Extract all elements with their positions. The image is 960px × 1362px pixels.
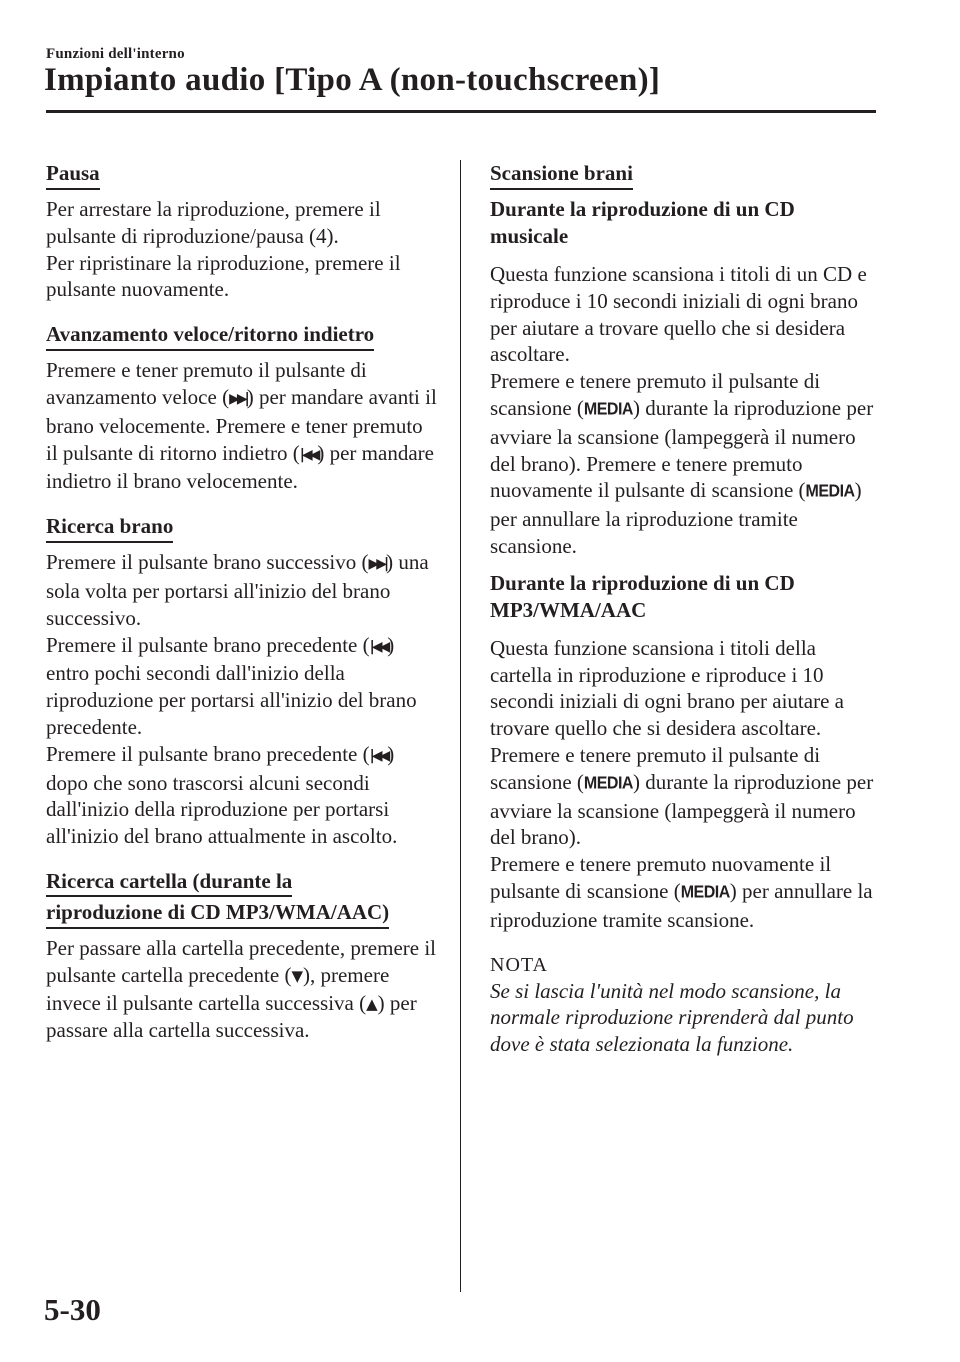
subheading-cd-line-1: Durante la riproduzione di un CD — [490, 197, 795, 221]
section-label: Funzioni dell'interno — [46, 46, 185, 62]
section-nota — [490, 952, 882, 1058]
avanzamento-text-c: ) per mandare indietro il brano velocemente. — [46, 440, 434, 494]
subheading-mp3-line-1: Durante la riproduzione di un CD — [490, 570, 795, 595]
scansione-mp3-paragraph — [490, 635, 882, 934]
left-column — [46, 160, 438, 1044]
ricerca-brano-text-1b: ) una sola volta per portarsi all'inizio del brano successivo. — [46, 550, 429, 630]
title-rule — [46, 110, 876, 113]
page-title: Impianto audio [Tipo A (non-touchscreen)] — [44, 62, 661, 98]
heading-ricerca-cartella-line-1: Ricerca cartella (durante la — [46, 868, 292, 897]
fast-forward-icon: ▶▶| — [229, 390, 247, 407]
subheading-cd-mp3 — [490, 570, 882, 624]
heading-avanzamento: Avanzamento veloce/ritorno indietro — [46, 321, 374, 351]
ricerca-brano-text-2b: ) entro pochi secondi dall'inizio della riproduzione per portarsi all'inizio del brano precedente. — [46, 632, 417, 739]
section-scansione — [490, 160, 882, 934]
heading-pausa: Pausa — [46, 160, 100, 190]
ricerca-brano-paragraph — [46, 549, 438, 850]
ricerca-brano-text-3b: ) dopo che sono trascorsi alcuni secondi dall'inizio della riproduzione per portarsi all'inizio del brano attualmente in ascolto. — [46, 741, 398, 849]
heading-ricerca-cartella-line-2: riproduzione di CD MP3/WMA/AAC) — [46, 899, 390, 924]
note-label: NOTA — [490, 953, 548, 976]
media-icon: MEDIA — [805, 482, 855, 502]
scansione-mp3-text-3a: Premere e tenere premuto nuovamente il pulsante di scansione ( — [490, 852, 832, 903]
next-track-icon: ▶▶| — [368, 556, 387, 573]
scansione-cd-text-2b: ) durante la riproduzione per avviare la scansione (lampeggerà il numero del brano). Premere e tenere premuto nuovamente il pulsante di scansione ( — [490, 395, 874, 503]
folder-up-icon: ▲ — [366, 994, 378, 1013]
folder-down-icon: ▼ — [291, 966, 303, 985]
ricerca-brano-text-3a: Premere il pulsante brano precedente ( — [46, 741, 370, 766]
scansione-cd-text-2c: ) per annullare la riproduzione tramite scansione. — [490, 478, 862, 558]
right-column — [490, 160, 882, 1058]
section-ricerca-brano — [46, 513, 438, 850]
heading-scansione: Scansione brani — [490, 160, 633, 190]
subheading-mp3-line-2: MP3/WMA/AAC — [490, 597, 647, 622]
pausa-text-1: Per arrestare la riproduzione, premere il pulsante di riproduzione/pausa (4). — [46, 197, 381, 248]
media-icon: MEDIA — [583, 773, 633, 793]
section-ricerca-cartella — [46, 868, 438, 1044]
note-text: Se si lascia l'unità nel modo scansione, la normale riproduzione riprenderà dal punto dove è stata selezionata la funzione. — [490, 978, 854, 1057]
scansione-mp3-text-3b: ) per annullare la riproduzione tramite scansione. — [490, 878, 873, 932]
pausa-paragraph — [46, 196, 438, 303]
avanzamento-paragraph — [46, 357, 438, 495]
ricerca-brano-text-1a: Premere il pulsante brano successivo ( — [46, 550, 369, 575]
page-number: 5-30 — [44, 1292, 101, 1327]
scansione-cd-text-2a: Premere e tenere premuto il pulsante di scansione ( — [490, 369, 821, 420]
ricerca-cartella-text-c: ) per passare alla cartella successiva. — [46, 990, 417, 1043]
media-icon: MEDIA — [680, 882, 730, 902]
scansione-mp3-text-2b: ) durante la riproduzione per avviare la scansione (lampeggerà il numero del brano). — [490, 769, 874, 850]
heading-ricerca-brano: Ricerca brano — [46, 513, 173, 543]
section-pausa — [46, 160, 438, 303]
previous-track-icon: |◀◀ — [369, 747, 388, 764]
ricerca-cartella-paragraph — [46, 935, 438, 1044]
avanzamento-text-a: Premere e tener premuto il pulsante di avanzamento veloce ( — [46, 358, 367, 409]
column-divider — [460, 160, 461, 1292]
pausa-text-2: Per ripristinare la riproduzione, premere il pulsante nuovamente. — [46, 250, 401, 302]
subheading-cd-musicale — [490, 196, 882, 250]
ricerca-cartella-text-a: Per passare alla cartella precedente, premere il pulsante cartella precedente ( — [46, 935, 437, 987]
heading-ricerca-cartella — [46, 868, 389, 929]
subheading-cd-line-2: musicale — [490, 224, 569, 248]
rewind-icon: |◀◀ — [299, 446, 318, 463]
scansione-mp3-text-1: Questa funzione scansiona i titoli della cartella in riproduzione e riproduce i 10 secondi iniziali di ogni brano per aiutare a trovare quello che si desidera ascoltare. — [490, 635, 844, 741]
avanzamento-text-b: ) per mandare avanti il brano velocemente. Premere e tener premuto il pulsante di ritorno indietro ( — [46, 384, 437, 465]
ricerca-brano-text-2a: Premere il pulsante brano precedente ( — [46, 632, 370, 657]
scansione-cd-text-1: Questa funzione scansiona i titoli di un CD e riproduce i 10 secondi iniziali di ogni brano per aiutare a trovare quello che si desidera ascoltare. — [490, 262, 867, 367]
previous-track-icon: |◀◀ — [369, 638, 388, 655]
ricerca-cartella-text-b: ), premere invece il pulsante cartella successiva ( — [46, 962, 390, 1015]
scansione-mp3-text-2a: Premere e tenere premuto il pulsante di scansione ( — [490, 742, 821, 794]
section-avanzamento — [46, 321, 438, 495]
media-icon: MEDIA — [583, 400, 633, 419]
scansione-cd-paragraph — [490, 261, 882, 560]
